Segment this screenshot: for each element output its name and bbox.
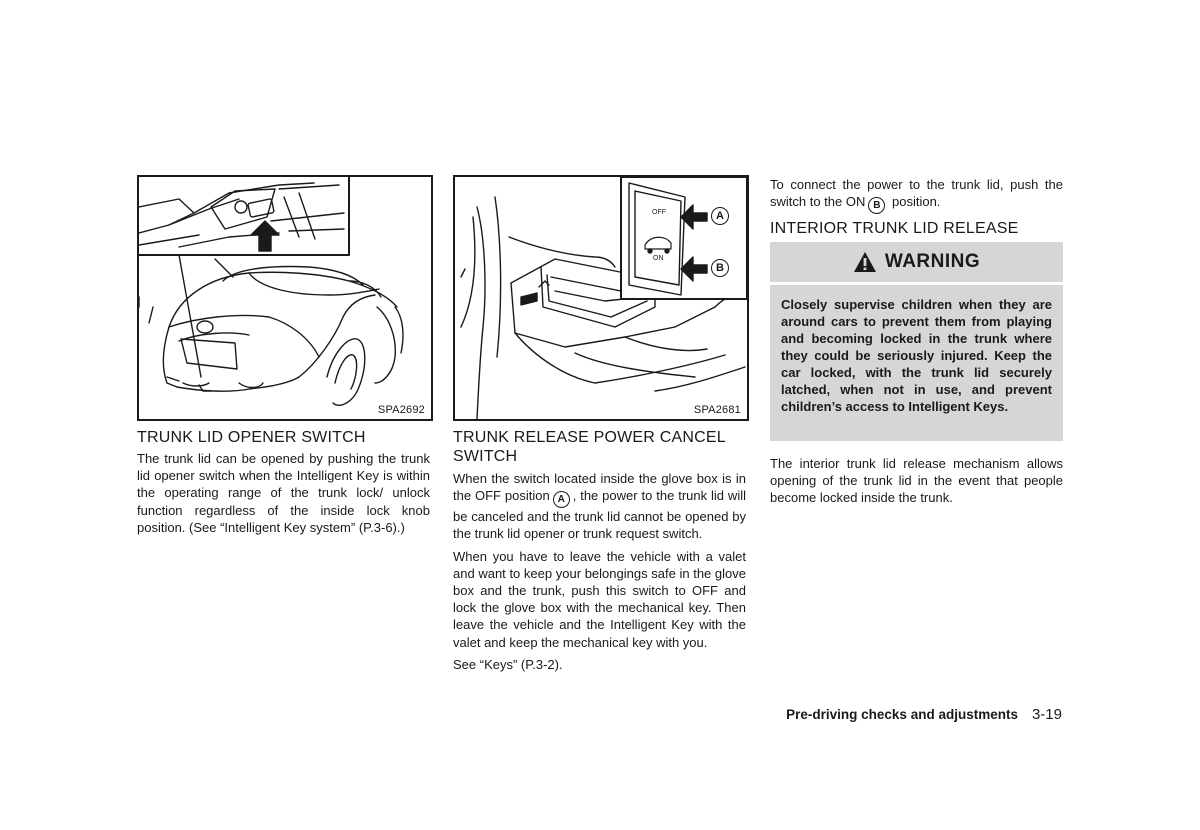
callout-a-mark: A bbox=[553, 491, 570, 508]
switch-on-label: ON bbox=[653, 255, 664, 262]
body-paragraph: When you have to leave the vehicle with a valet and want to keep your belongings safe in the glove box and the trunk, push this switch to OFF and lock the glove box with the mechanical key. Then leave the vehicle and the Intelligent Key with the valet and keep the mechanical key with you. bbox=[453, 548, 746, 650]
body-paragraph: The interior trunk lid release mechanism allows opening of the trunk lid in the event that people become locked inside the trunk. bbox=[770, 456, 1063, 506]
switch-off-label: OFF bbox=[652, 209, 666, 216]
glove-box-drawing bbox=[455, 177, 747, 419]
body-paragraph: See “Keys” (P.3-2). bbox=[453, 656, 563, 672]
right-column bbox=[770, 176, 1063, 238]
section-heading: TRUNK LID OPENER SWITCH bbox=[137, 429, 366, 446]
callout-b-mark: B bbox=[868, 197, 885, 214]
section-heading: INTERIOR TRUNK LID RELEASE bbox=[770, 220, 1019, 238]
trunk-opener-illustration bbox=[137, 175, 433, 421]
footer-section-title: Pre-driving checks and adjustments bbox=[786, 707, 1018, 722]
left-column bbox=[137, 428, 430, 536]
figure-code: SPA2681 bbox=[693, 404, 741, 416]
warning-triangle-icon bbox=[853, 251, 877, 273]
body-paragraph: The trunk lid can be opened by pushing the trunk lid opener switch when the Intelligent Key is within the operating range of the trunk lock/ unlock function regardless of the inside lock knob position. (See “Intelligent Key system” (P.3-6).) bbox=[137, 451, 430, 535]
middle-column bbox=[453, 428, 746, 673]
warning-divider bbox=[770, 282, 1063, 285]
right-column-lower bbox=[770, 455, 1063, 507]
power-cancel-switch-illustration bbox=[453, 175, 749, 421]
callout-b: B bbox=[711, 259, 729, 277]
body-paragraph: When the switch located inside the glove box is in the OFF position A , the power to the trunk lid will be canceled and the trunk lid cannot be opened by the trunk lid opener or trunk request switch. bbox=[453, 471, 746, 542]
car-rear-drawing bbox=[139, 177, 431, 419]
figure-code: SPA2692 bbox=[377, 404, 425, 416]
body-paragraph: To connect the power to the trunk lid, push the switch to the ON B position. bbox=[770, 176, 1063, 214]
warning-header bbox=[770, 242, 1063, 282]
warning-title: WARNING bbox=[884, 251, 981, 272]
warning-text: Closely supervise children when they are around cars to prevent them from playing and becoming locked in the trunk where they could be seriously injured. Keep the car locked, with the trunk lid securely latched, when not in use, and prevent children’s access to Intelligent Keys. bbox=[781, 297, 1052, 414]
section-heading: TRUNK RELEASE POWER CANCEL SWITCH bbox=[453, 429, 726, 465]
callout-a: A bbox=[711, 207, 729, 225]
page-footer bbox=[786, 706, 1062, 723]
warning-box bbox=[770, 242, 1063, 441]
page-number: 3-19 bbox=[1031, 706, 1062, 723]
